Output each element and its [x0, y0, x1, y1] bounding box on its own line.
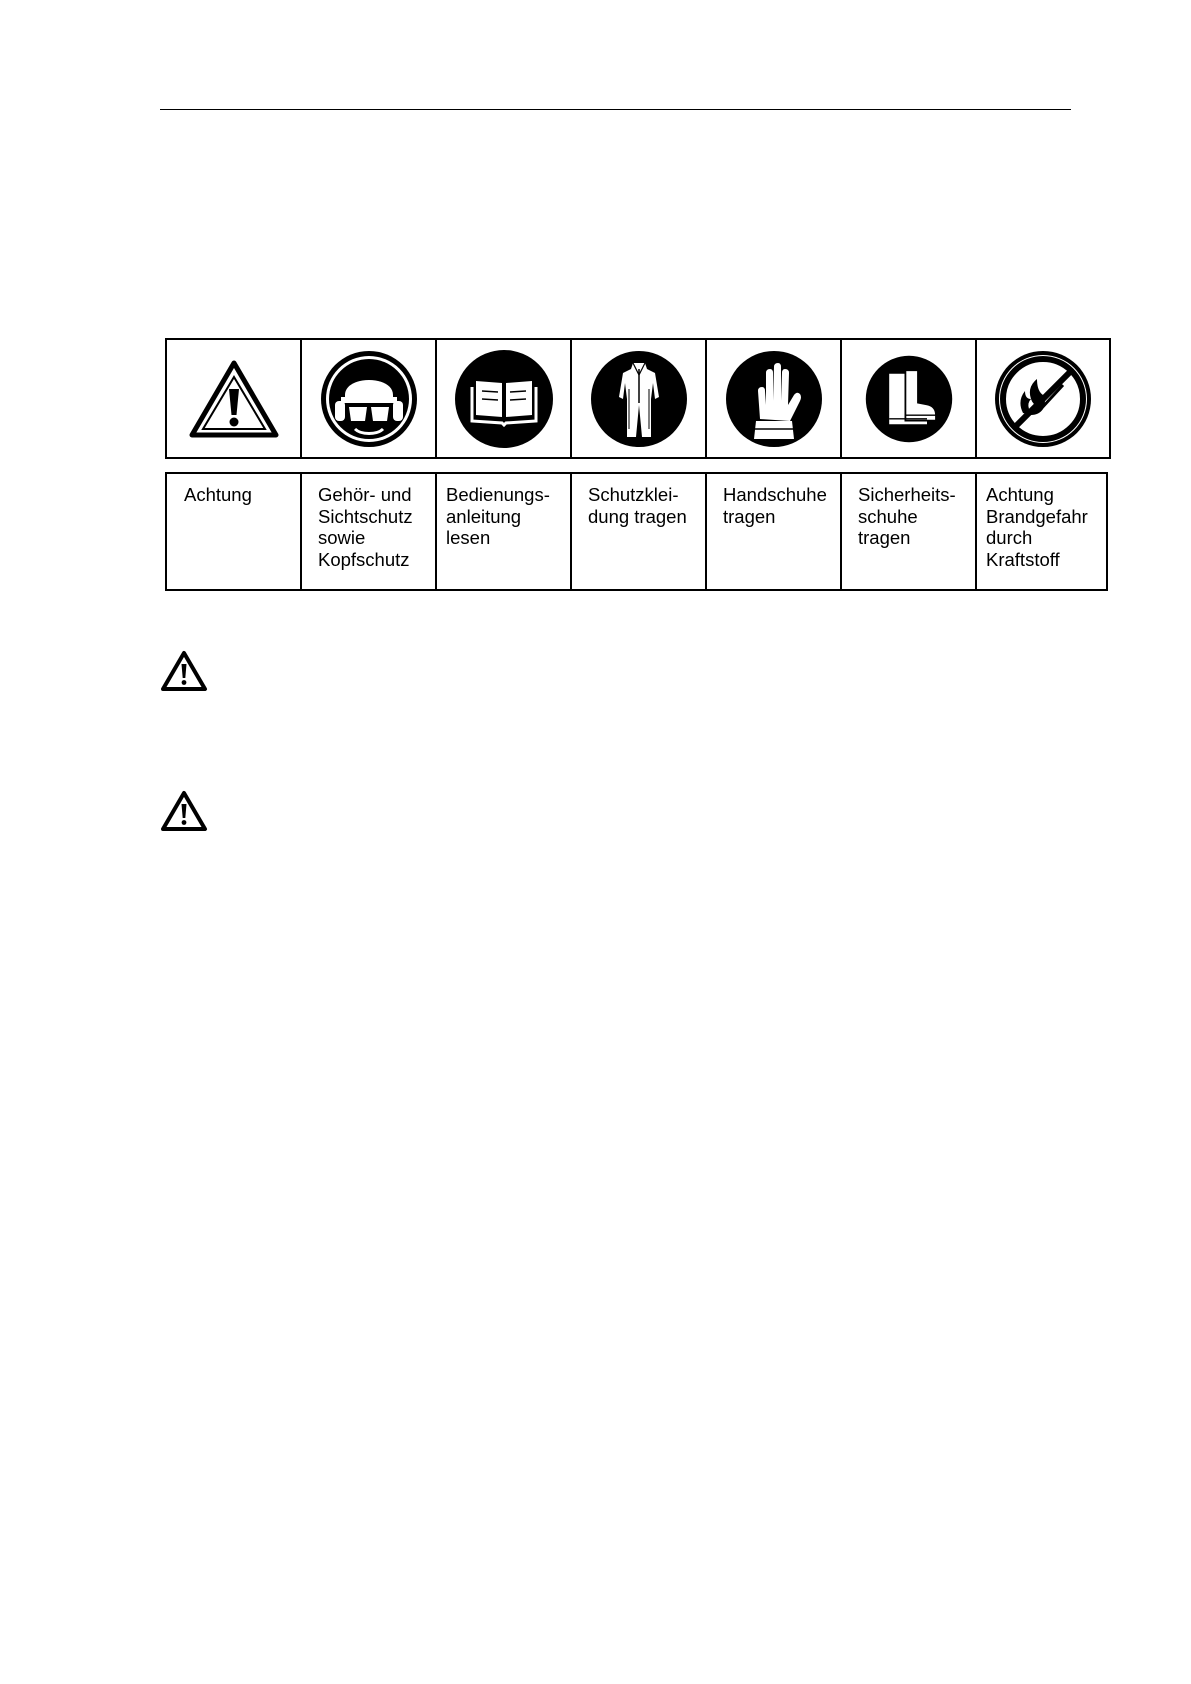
sign-cell-achtung [165, 338, 302, 459]
read-manual-icon [454, 349, 554, 449]
hearing-eye-head-protection-icon [319, 349, 419, 449]
safety-sign-icon-row [165, 338, 1111, 459]
sign-label: Gehör- und Sichtschutz sowie Kopfschutz [318, 484, 413, 570]
header-rule [160, 109, 1071, 110]
warning-triangle-icon [160, 790, 208, 832]
sign-label: Sicherheits- schuhe tragen [858, 484, 956, 548]
safety-sign-label-row [165, 472, 1108, 591]
sign-label-cell [165, 472, 302, 591]
safety-boots-icon [864, 354, 954, 444]
sign-label: Bedienungs- anleitung lesen [446, 484, 550, 548]
gloves-icon [724, 349, 824, 449]
sign-cell-read-manual [435, 338, 572, 459]
sign-label-cell [840, 472, 977, 591]
no-open-fire-icon [993, 349, 1093, 449]
sign-label-cell [570, 472, 707, 591]
sign-label-cell [435, 472, 572, 591]
warning-triangle-icon [188, 359, 280, 439]
protective-clothing-icon [589, 349, 689, 449]
sign-label-cell [975, 472, 1108, 591]
sign-label: Achtung Brandgefahr durch Kraftstoff [986, 484, 1088, 570]
sign-label-cell [300, 472, 437, 591]
sign-cell-hearing-eye-head-protection [300, 338, 437, 459]
sign-label: Schutzklei- dung tragen [588, 484, 687, 527]
sign-label: Achtung [184, 484, 252, 505]
sign-label: Handschuhe tragen [723, 484, 827, 527]
warning-triangle-icon [160, 650, 208, 692]
sign-cell-no-open-fire [975, 338, 1111, 459]
sign-label-cell [705, 472, 842, 591]
sign-cell-protective-clothing [570, 338, 707, 459]
sign-cell-safety-boots [840, 338, 977, 459]
sign-cell-gloves [705, 338, 842, 459]
